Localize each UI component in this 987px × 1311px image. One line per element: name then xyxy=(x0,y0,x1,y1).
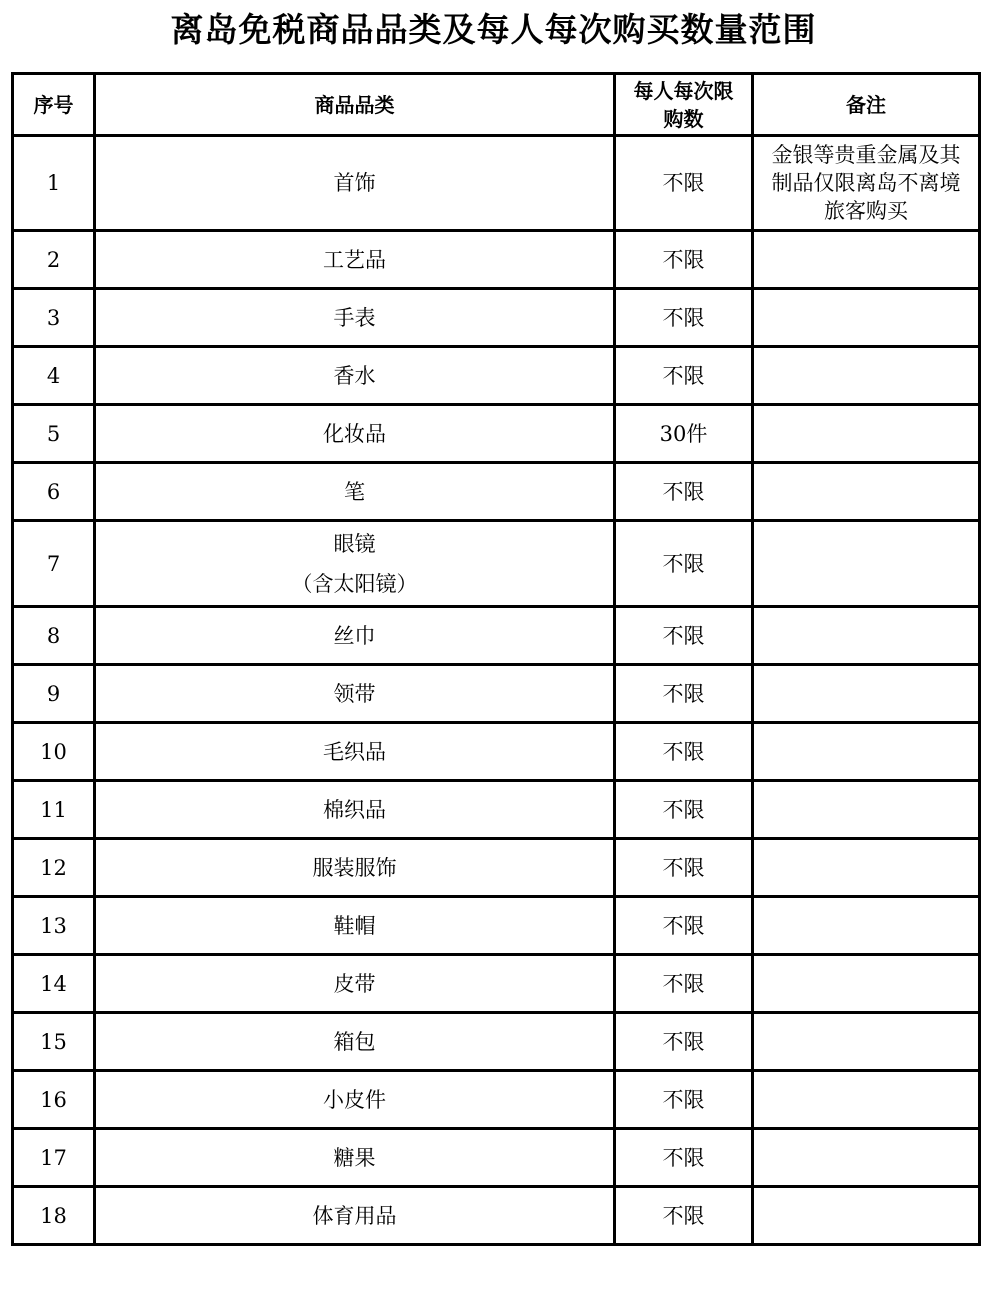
cell-no: 8 xyxy=(13,607,95,665)
cell-no: 14 xyxy=(13,955,95,1013)
cell-remark xyxy=(753,723,980,781)
table-row xyxy=(13,839,980,897)
cell-remark xyxy=(753,1129,980,1187)
cell-no: 6 xyxy=(13,463,95,521)
table-header-row xyxy=(13,74,980,136)
cell-remark xyxy=(753,463,980,521)
cell-category: 体育用品 xyxy=(95,1187,615,1245)
cell-remark xyxy=(753,405,980,463)
cell-remark xyxy=(753,1187,980,1245)
cell-remark xyxy=(753,607,980,665)
cell-category: 香水 xyxy=(95,347,615,405)
cell-remark xyxy=(753,136,980,231)
cell-limit: 不限 xyxy=(615,289,753,347)
cell-limit: 不限 xyxy=(615,347,753,405)
cell-limit: 不限 xyxy=(615,723,753,781)
cell-category: 毛织品 xyxy=(95,723,615,781)
remark-line: 制品仅限离岛不离境 xyxy=(771,171,961,195)
table-row xyxy=(13,231,980,289)
cell-no: 17 xyxy=(13,1129,95,1187)
header-limit xyxy=(615,74,753,136)
table-row xyxy=(13,723,980,781)
remark-line: 金银等贵重金属及其 xyxy=(771,143,961,167)
cell-no: 16 xyxy=(13,1071,95,1129)
cell-limit: 不限 xyxy=(615,231,753,289)
cell-category: 小皮件 xyxy=(95,1071,615,1129)
cell-remark xyxy=(753,1013,980,1071)
table-row xyxy=(13,289,980,347)
cell-category xyxy=(95,521,615,607)
cell-no: 7 xyxy=(13,521,95,607)
cell-category: 工艺品 xyxy=(95,231,615,289)
cell-category: 手表 xyxy=(95,289,615,347)
cell-category: 化妆品 xyxy=(95,405,615,463)
cell-no: 11 xyxy=(13,781,95,839)
cell-category: 箱包 xyxy=(95,1013,615,1071)
cell-limit: 不限 xyxy=(615,1129,753,1187)
cell-no: 12 xyxy=(13,839,95,897)
category-line: （含太阳镜） xyxy=(291,571,418,596)
cell-category: 鞋帽 xyxy=(95,897,615,955)
cell-category: 首饰 xyxy=(95,136,615,231)
cell-limit: 不限 xyxy=(615,521,753,607)
cell-remark xyxy=(753,347,980,405)
cell-remark xyxy=(753,521,980,607)
cell-category: 服装服饰 xyxy=(95,839,615,897)
table-row xyxy=(13,347,980,405)
header-limit-line2: 购数 xyxy=(663,106,704,131)
cell-remark xyxy=(753,955,980,1013)
cell-no: 2 xyxy=(13,231,95,289)
cell-category: 笔 xyxy=(95,463,615,521)
table-row xyxy=(13,136,980,231)
cell-limit: 不限 xyxy=(615,955,753,1013)
table-row xyxy=(13,1071,980,1129)
cell-remark xyxy=(753,839,980,897)
cell-limit: 不限 xyxy=(615,1187,753,1245)
cell-remark xyxy=(753,289,980,347)
cell-remark xyxy=(753,897,980,955)
category-line: 眼镜 xyxy=(333,531,376,556)
cell-limit: 不限 xyxy=(615,1071,753,1129)
cell-no: 4 xyxy=(13,347,95,405)
cell-no: 5 xyxy=(13,405,95,463)
cell-category: 棉织品 xyxy=(95,781,615,839)
cell-limit: 不限 xyxy=(615,665,753,723)
table-row xyxy=(13,1187,980,1245)
cell-remark xyxy=(753,231,980,289)
table-row xyxy=(13,607,980,665)
cell-limit: 不限 xyxy=(615,1013,753,1071)
cell-no: 1 xyxy=(13,136,95,231)
page-title: 离岛免税商品品类及每人每次购买数量范围 xyxy=(170,10,817,49)
cell-remark xyxy=(753,665,980,723)
cell-no: 13 xyxy=(13,897,95,955)
cell-limit: 不限 xyxy=(615,607,753,665)
table-row xyxy=(13,521,980,607)
table-row xyxy=(13,1013,980,1071)
cell-remark xyxy=(753,781,980,839)
header-remark: 备注 xyxy=(753,74,980,136)
table-row xyxy=(13,897,980,955)
cell-category: 糖果 xyxy=(95,1129,615,1187)
table-row xyxy=(13,463,980,521)
cell-limit: 不限 xyxy=(615,781,753,839)
cell-category: 丝巾 xyxy=(95,607,615,665)
header-category: 商品品类 xyxy=(95,74,615,136)
header-no: 序号 xyxy=(13,74,95,136)
cell-limit: 30件 xyxy=(615,405,753,463)
remark-line: 旅客购买 xyxy=(824,199,908,223)
cell-no: 18 xyxy=(13,1187,95,1245)
cell-limit: 不限 xyxy=(615,463,753,521)
cell-no: 10 xyxy=(13,723,95,781)
cell-remark xyxy=(753,1071,980,1129)
cell-no: 3 xyxy=(13,289,95,347)
table-row xyxy=(13,781,980,839)
goods-table xyxy=(11,72,981,1246)
cell-limit: 不限 xyxy=(615,897,753,955)
cell-no: 15 xyxy=(13,1013,95,1071)
table-row xyxy=(13,955,980,1013)
table-row xyxy=(13,665,980,723)
cell-no: 9 xyxy=(13,665,95,723)
header-limit-line1: 每人每次限 xyxy=(633,78,734,103)
cell-limit: 不限 xyxy=(615,136,753,231)
table-row xyxy=(13,1129,980,1187)
cell-category: 领带 xyxy=(95,665,615,723)
cell-category: 皮带 xyxy=(95,955,615,1013)
cell-limit: 不限 xyxy=(615,839,753,897)
table-row xyxy=(13,405,980,463)
